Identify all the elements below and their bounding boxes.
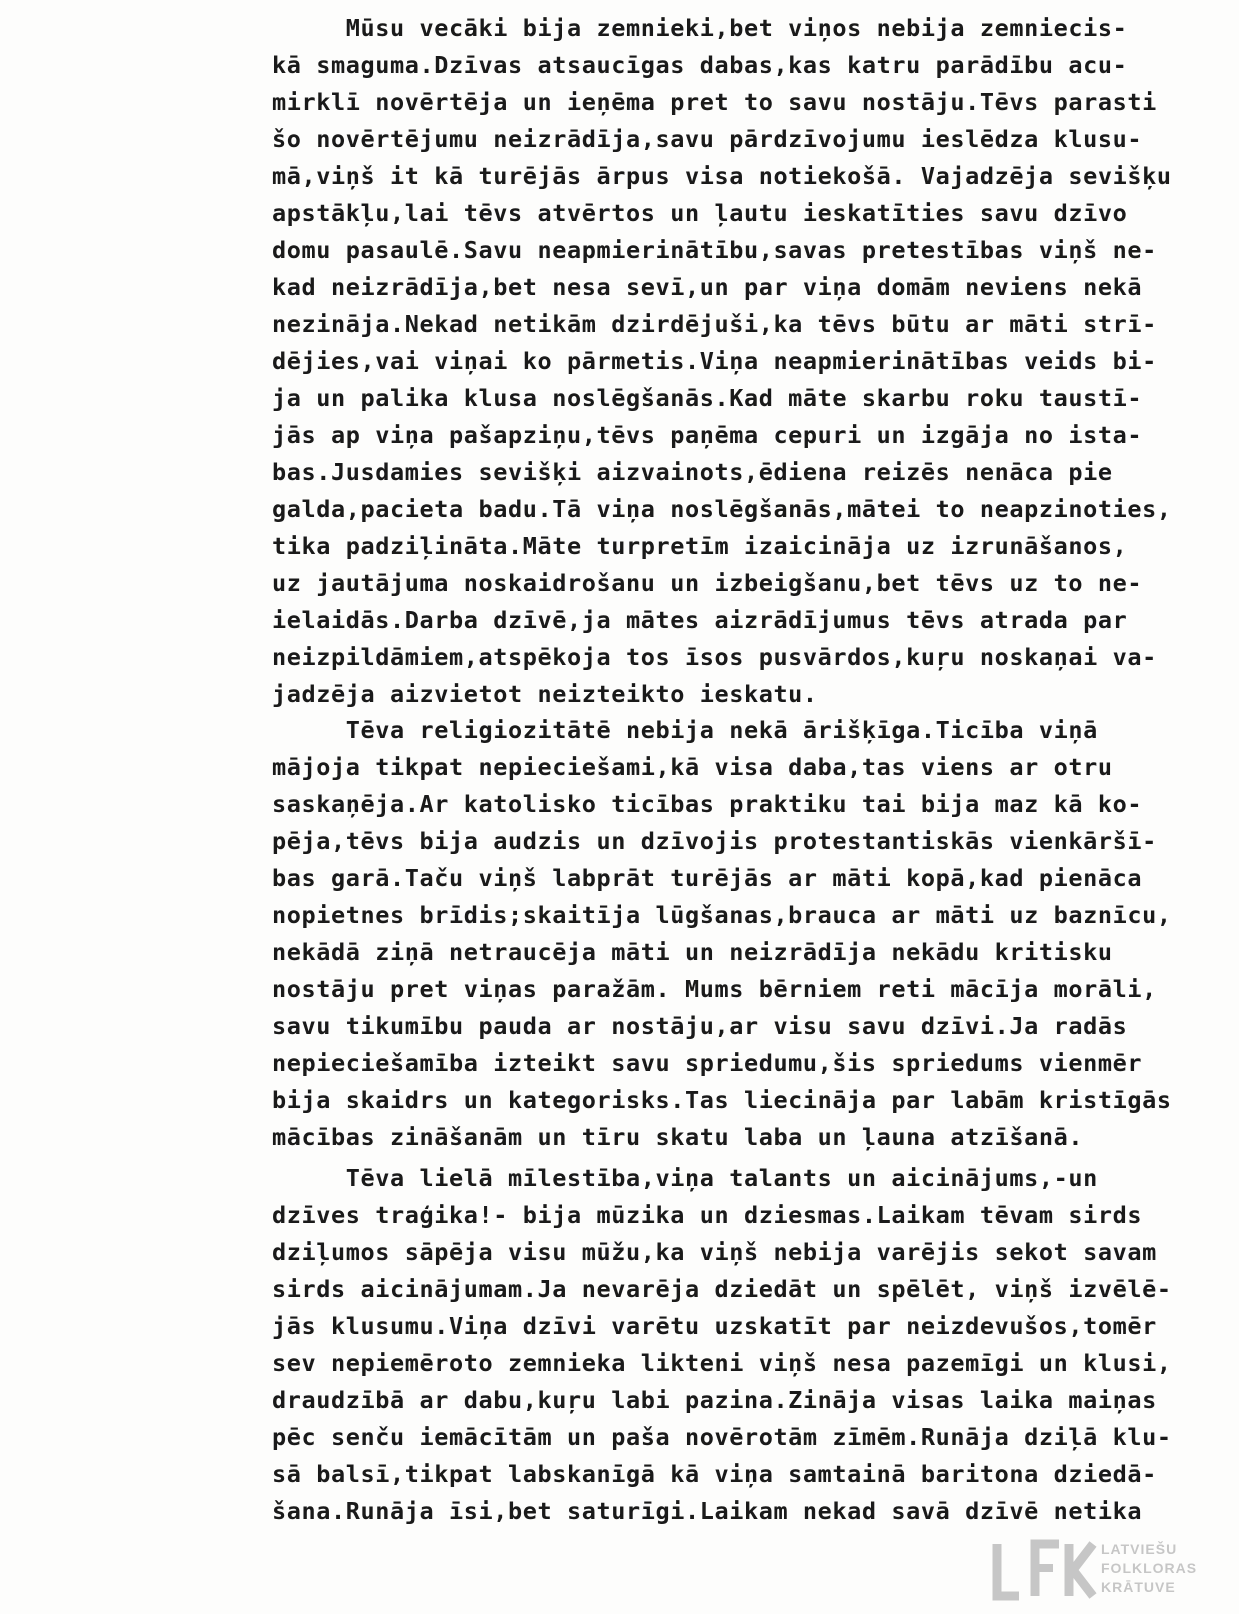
text-line: nepieciešamība izteikt savu spriedumu,šis spriedums vienmēr bbox=[272, 1049, 1143, 1077]
text-line: pēc senču iemācītām un paša novērotām zīmēm.Runāja dziļā klu- bbox=[272, 1423, 1172, 1451]
text-line: šo novērtējumu neizrādīja,savu pārdzīvojumu ieslēdza klusu- bbox=[272, 125, 1143, 153]
watermark-line-1: LATVIEŠU bbox=[1101, 1541, 1178, 1557]
watermark-text bbox=[1101, 1540, 1197, 1597]
text-line: draudzībā ar dabu,kuŗu labi pazina.Zināja visas laika maiņas bbox=[272, 1386, 1157, 1414]
text-line: mājoja tikpat nepieciešami,kā visa daba,tas viens ar otru bbox=[272, 753, 1113, 781]
text-line: ja un palika klusa noslēgšanās.Kad māte skarbu roku taustī- bbox=[272, 384, 1143, 412]
text-line: savu tikumību pauda ar nostāju,ar visu savu dzīvi.Ja radās bbox=[272, 1012, 1128, 1040]
text-line: kā smaguma.Dzīvas atsaucīgas dabas,kas katru parādību acu- bbox=[272, 51, 1128, 79]
text-line: saskaņēja.Ar katolisko ticības praktiku tai bija maz kā ko- bbox=[272, 790, 1143, 818]
text-line: mā,viņš it kā turējās ārpus visa notiekošā. Vajadzēja sevišķu bbox=[272, 162, 1172, 190]
text-line: bas.Jusdamies sevišķi aizvainots,ēdiena reizēs nenāca pie bbox=[272, 458, 1113, 486]
paragraph-3 bbox=[272, 1160, 1212, 1530]
text-line: Tēva lielā mīlestība,viņa talants un aicinājums,-un bbox=[272, 1164, 1098, 1192]
text-line: bija skaidrs un kategorisks.Tas liecināja par labām kristīgās bbox=[272, 1086, 1172, 1114]
paragraph-1 bbox=[272, 10, 1212, 713]
text-line: Mūsu vecāki bija zemnieki,bet viņos nebija zemniecis- bbox=[272, 14, 1128, 42]
text-line: šana.Runāja īsi,bet saturīgi.Laikam nekad savā dzīvē netika bbox=[272, 1497, 1143, 1525]
text-line: galda,pacieta badu.Tā viņa noslēgšanās,mātei to neapzinoties, bbox=[272, 495, 1172, 523]
text-line: nopietnes brīdis;skaitīja lūgšanas,brauca ar māti uz baznīcu, bbox=[272, 901, 1172, 929]
watermark-line-3: KRĀTUVE bbox=[1101, 1579, 1176, 1595]
text-line: mācības zināšanām un tīru skatu laba un ļauna atzīšanā. bbox=[272, 1123, 1084, 1151]
text-line: dziļumos sāpēja visu mūžu,ka viņš nebija varējis sekot savam bbox=[272, 1238, 1157, 1266]
text-line: jās klusumu.Viņa dzīvi varētu uzskatīt par neizdevušos,tomēr bbox=[272, 1312, 1157, 1340]
paragraph-2 bbox=[272, 712, 1212, 1156]
text-line: sirds aicinājumam.Ja nevarēja dziedāt un spēlēt, viņš izvēlē- bbox=[272, 1275, 1172, 1303]
lfk-logo-icon bbox=[989, 1534, 1099, 1606]
text-line: sev nepiemēroto zemnieka likteni viņš nesa pazemīgi un klusi, bbox=[272, 1349, 1172, 1377]
text-line: dzīves traģika!- bija mūzika un dziesmas.Laikam tēvam sirds bbox=[272, 1201, 1143, 1229]
text-line: uz jautājuma noskaidrošanu un izbeigšanu,bet tēvs uz to ne- bbox=[272, 569, 1143, 597]
text-line: neizpildāmiem,atspēkoja tos īsos pusvārdos,kuŗu noskaņai va- bbox=[272, 643, 1157, 671]
text-line: dējies,vai viņai ko pārmetis.Viņa neapmierinātības veids bi- bbox=[272, 347, 1157, 375]
text-line: apstākļu,lai tēvs atvērtos un ļautu ieskatīties savu dzīvo bbox=[272, 199, 1128, 227]
text-line: Tēva religiozitātē nebija nekā ārišķīga.Ticība viņā bbox=[272, 716, 1098, 744]
text-line: sā balsī,tikpat labskanīgā kā viņa samtainā baritona dziedā- bbox=[272, 1460, 1157, 1488]
text-line: ielaidās.Darba dzīvē,ja mātes aizrādījumus tēvs atrada par bbox=[272, 606, 1128, 634]
text-line: jās ap viņa pašapziņu,tēvs paņēma cepuri un izgāja no ista- bbox=[272, 421, 1143, 449]
text-line: nostāju pret viņas paražām. Mums bērniem reti mācīja morāli, bbox=[272, 975, 1157, 1003]
text-line: mirklī novērtēja un ieņēma pret to savu nostāju.Tēvs parasti bbox=[272, 88, 1157, 116]
text-line: nekādā ziņā netraucēja māti un neizrādīja nekādu kritisku bbox=[272, 938, 1113, 966]
archive-watermark bbox=[989, 1534, 1239, 1606]
text-line: bas garā.Taču viņš labprāt turējās ar māti kopā,kad pienāca bbox=[272, 864, 1143, 892]
text-line: jadzēja aizvietot neizteikto ieskatu. bbox=[272, 680, 818, 708]
watermark-line-2: FOLKLORAS bbox=[1101, 1560, 1198, 1576]
text-line: nezināja.Nekad netikām dzirdējuši,ka tēvs būtu ar māti strī- bbox=[272, 310, 1157, 338]
text-line: domu pasaulē.Savu neapmierinātību,savas pretestības viņš ne- bbox=[272, 236, 1157, 264]
text-line: tika padziļināta.Māte turpretīm izaicināja uz izrunāšanos, bbox=[272, 532, 1128, 560]
text-line: pēja,tēvs bija audzis un dzīvojis protestantiskās vienkāršī- bbox=[272, 827, 1157, 855]
text-line: kad neizrādīja,bet nesa sevī,un par viņa domām neviens nekā bbox=[272, 273, 1143, 301]
